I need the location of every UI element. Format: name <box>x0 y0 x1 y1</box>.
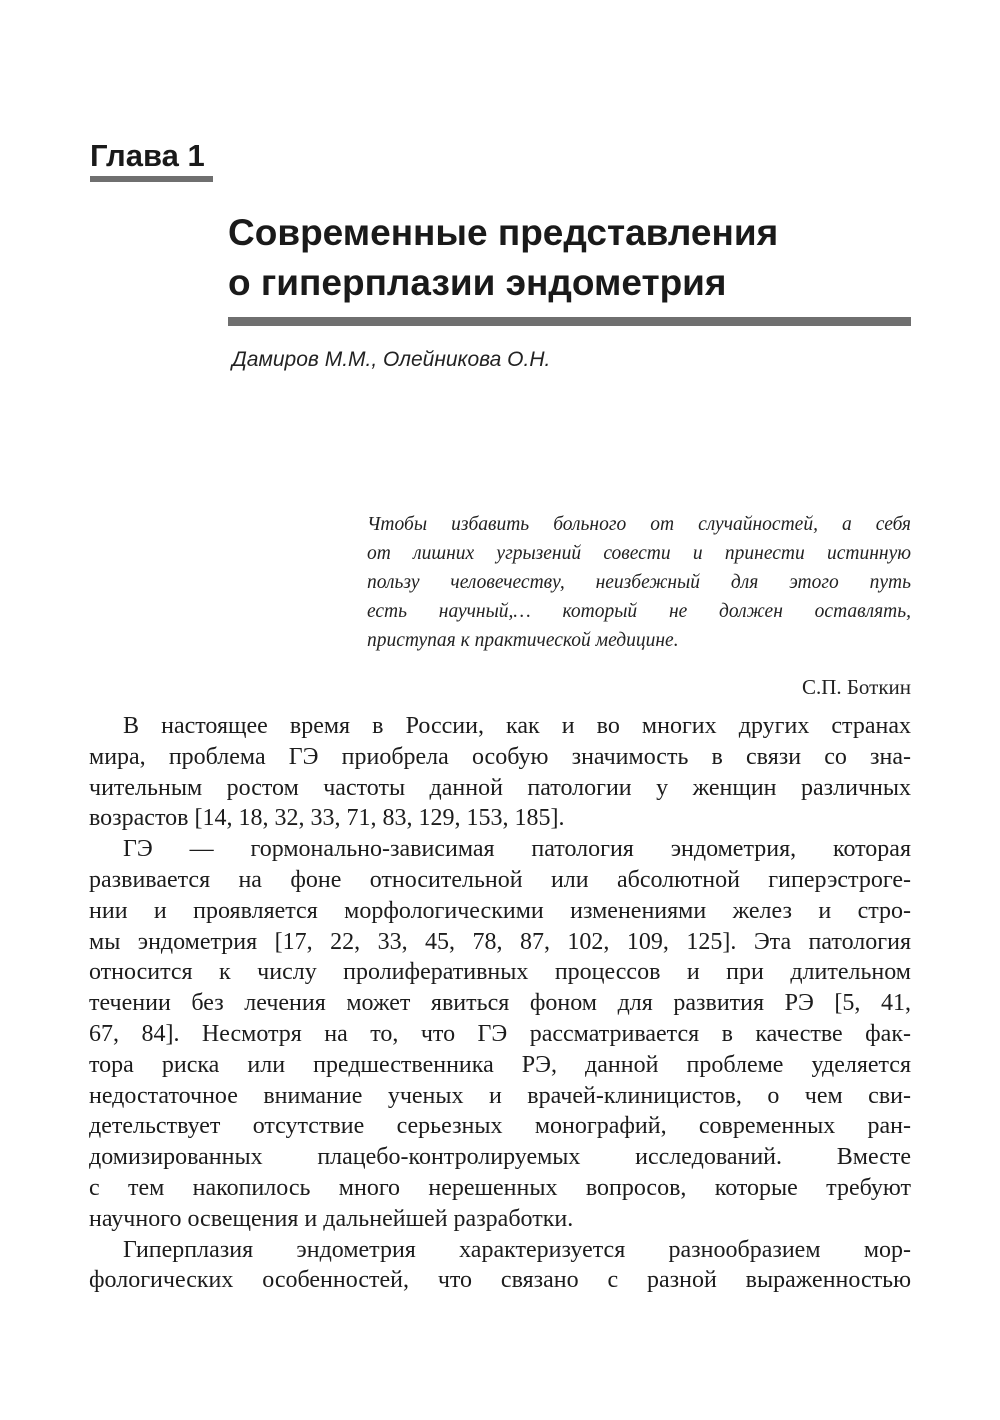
paragraph <box>89 1235 911 1297</box>
paragraph-line: нии и проявляется морфологическими изменениями желез и стро- <box>89 897 911 924</box>
paragraph-line: мы эндометрия [17, 22, 33, 45, 78, 87, 102, 109, 125]. Эта патология <box>89 928 911 955</box>
paragraph-line: возрастов [14, 18, 32, 33, 71, 83, 129, 153, 185]. <box>89 805 565 832</box>
epigraph-line: Чтобы избавить больного от случайностей, а себя <box>367 514 911 535</box>
epigraph-line: пользу человечеству, неизбежный для этого путь <box>367 572 911 593</box>
paragraph-line: мира, проблема ГЭ приобрела особую значимость в связи со зна- <box>89 743 911 770</box>
epigraph-author: С.П. Боткин <box>801 675 911 699</box>
paragraph-line: тора риска или предшественника РЭ, данной проблеме уделяется <box>89 1051 911 1078</box>
epigraph-line: приступая к практической медицине. <box>367 630 679 651</box>
paragraph-line: чительным ростом частоты данной патологии у женщин различных <box>89 774 911 801</box>
paragraph-line: с тем накопилось много нерешенных вопросов, которые требуют <box>89 1174 911 1201</box>
paragraph-line: Гиперплазия эндометрия характеризуется разнообразием мор- <box>123 1236 911 1263</box>
epigraph-quote <box>367 510 911 655</box>
epigraph-line: есть научный,… который не должен оставлять, <box>367 601 911 622</box>
paragraph <box>89 711 911 834</box>
paragraph-line: домизированных плацебо-контролируемых исследований. Вместе <box>89 1144 911 1171</box>
paragraph-line: фологических особенностей, что связано с разной выраженностью <box>89 1267 911 1294</box>
chapter-label: Глава 1 <box>90 138 205 173</box>
paragraph-line: детельствует отсутствие серьезных монографий, современных ран- <box>89 1113 911 1140</box>
paragraph-line: течении без лечения может явиться фоном для развития РЭ [5, 41, <box>89 990 911 1017</box>
paragraph <box>89 834 911 1234</box>
body-text <box>89 711 911 1296</box>
chapter-title <box>228 208 778 308</box>
paragraph-line: научного освещения и дальнейшей разработки. <box>89 1205 574 1232</box>
paragraph-line: ГЭ — гормонально-зависимая патология эндометрия, которая <box>123 836 911 863</box>
paragraph-line: развивается на фоне относительной или абсолютной гиперэстроге- <box>89 866 911 893</box>
chapter-title-line: о гиперплазии эндометрия <box>228 262 727 303</box>
paragraph-line: недостаточное внимание ученых и врачей-клиницистов, о чем сви- <box>89 1082 911 1109</box>
chapter-title-rule <box>228 317 911 326</box>
chapter-authors: Дамиров М.М., Олейникова О.Н. <box>232 348 551 371</box>
paragraph-line: В настоящее время в России, как и во многих других странах <box>123 713 911 739</box>
chapter-title-line: Современные представления <box>228 212 779 253</box>
paragraph-line: относится к числу пролиферативных процессов и при длительном <box>89 959 911 986</box>
epigraph-line: от лишних угрызений совести и принести истинную <box>367 543 911 564</box>
chapter-label-underline <box>90 176 213 182</box>
paragraph-line: 67, 84]. Несмотря на то, что ГЭ рассматривается в качестве фак- <box>89 1020 911 1047</box>
